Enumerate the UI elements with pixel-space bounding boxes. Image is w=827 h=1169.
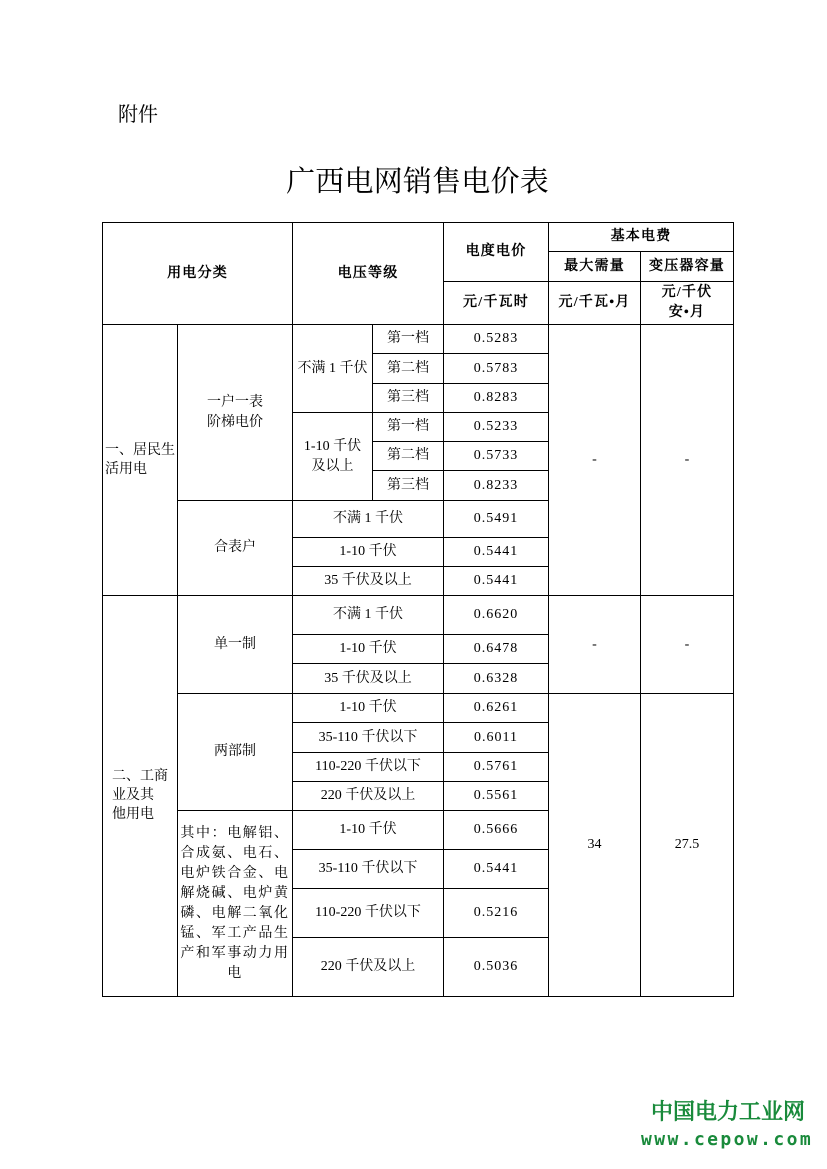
voltage-label: 220 千伏及以上 — [293, 782, 444, 811]
header-category: 用电分类 — [103, 223, 293, 325]
voltage-label: 35 千伏及以上 — [293, 664, 444, 694]
price-table — [102, 222, 734, 997]
tier-label: 第二档 — [373, 442, 444, 471]
tiered-pricing-label: 一户一表 阶梯电价 — [178, 325, 293, 501]
commercial-category — [103, 596, 178, 997]
header-row — [103, 223, 734, 252]
tier-label: 第三档 — [373, 471, 444, 501]
voltage-label: 不满 1 千伏 — [293, 596, 444, 635]
voltage-label: 35 千伏及以上 — [293, 567, 444, 596]
max-demand-fee-cell: - — [549, 596, 641, 694]
voltage-label: 110-220 千伏以下 — [293, 889, 444, 938]
table-header — [103, 223, 734, 325]
header-max-demand: 最大需量 — [549, 252, 641, 282]
energy-price-cell: 0.5491 — [444, 501, 549, 538]
energy-price-cell: 0.5036 — [444, 938, 549, 997]
energy-price-cell: 0.6328 — [444, 664, 549, 694]
voltage-label: 1-10 千伏 及以上 — [293, 413, 373, 501]
tier-label: 第一档 — [373, 413, 444, 442]
commercial-category-label: 二、工商 业及其 他用电 — [112, 769, 168, 822]
two-part-label: 两部制 — [178, 694, 293, 811]
page-title: 广西电网销售电价表 — [286, 164, 549, 198]
header-energy-price: 电度电价 — [444, 223, 549, 282]
energy-price-cell: 0.6620 — [444, 596, 549, 635]
energy-price-cell: 0.5783 — [444, 354, 549, 384]
tier-label: 第一档 — [373, 325, 444, 354]
energy-price-cell: 0.5441 — [444, 538, 549, 567]
voltage-label: 1-10 千伏 — [293, 694, 444, 723]
header-transformer-capacity: 变压器容量 — [641, 252, 734, 282]
max-demand-fee-cell: - — [549, 325, 641, 596]
voltage-label: 不满 1 千伏 — [293, 325, 373, 413]
table-row — [103, 596, 734, 635]
transformer-fee-cell: - — [641, 325, 734, 596]
transformer-fee-cell: 27.5 — [641, 694, 734, 997]
voltage-label: 35-110 千伏以下 — [293, 723, 444, 753]
energy-price-cell: 0.5561 — [444, 782, 549, 811]
attachment-label: 附件 — [118, 102, 158, 126]
voltage-label: 1-10 千伏 — [293, 538, 444, 567]
tier-label: 第二档 — [373, 354, 444, 384]
table-body — [103, 325, 734, 997]
voltage-label: 1-10 千伏 — [293, 635, 444, 664]
energy-price-cell: 0.5233 — [444, 413, 549, 442]
watermark-site-url: www.cepow.com — [641, 1129, 814, 1150]
table-row — [103, 325, 734, 354]
voltage-label: 35-110 千伏以下 — [293, 850, 444, 889]
voltage-label: 220 千伏及以上 — [293, 938, 444, 997]
energy-price-cell: 0.5283 — [444, 325, 549, 354]
header-basic-fee: 基本电费 — [549, 223, 734, 252]
energy-price-cell: 0.5216 — [444, 889, 549, 938]
header-voltage-level: 电压等级 — [293, 223, 444, 325]
energy-price-cell: 0.6261 — [444, 694, 549, 723]
energy-price-cell: 0.5761 — [444, 753, 549, 782]
single-part-label: 单一制 — [178, 596, 293, 694]
special-industries-label: 其中：电解铝、 合成氨、电石、 电炉铁合金、电 解烧碱、电炉黄 磷、电解二氧化 锰、军工产品生 产和军事动力用 电 — [178, 811, 293, 997]
energy-price-cell: 0.8283 — [444, 384, 549, 413]
energy-price-cell: 0.8233 — [444, 471, 549, 501]
watermark-site-name: 中国电力工业网 — [651, 1100, 806, 1125]
transformer-fee-cell: - — [641, 596, 734, 694]
max-demand-fee-cell: 34 — [549, 694, 641, 997]
voltage-label: 110-220 千伏以下 — [293, 753, 444, 782]
shared-meter-label: 合表户 — [178, 501, 293, 596]
residential-category-label: 一、居民生 活用电 — [105, 442, 175, 477]
table-row — [103, 694, 734, 723]
header-max-demand-unit: 元/千瓦•月 — [549, 282, 641, 325]
energy-price-cell: 0.5441 — [444, 850, 549, 889]
header-energy-price-unit: 元/千瓦时 — [444, 282, 549, 325]
residential-category — [103, 325, 178, 596]
tier-label: 第三档 — [373, 384, 444, 413]
energy-price-cell: 0.6478 — [444, 635, 549, 664]
energy-price-cell: 0.5733 — [444, 442, 549, 471]
energy-price-cell: 0.5666 — [444, 811, 549, 850]
energy-price-cell: 0.5441 — [444, 567, 549, 596]
voltage-label: 1-10 千伏 — [293, 811, 444, 850]
energy-price-cell: 0.6011 — [444, 723, 549, 753]
voltage-label: 不满 1 千伏 — [293, 501, 444, 538]
header-transformer-capacity-unit: 元/千伏 安•月 — [641, 282, 734, 325]
